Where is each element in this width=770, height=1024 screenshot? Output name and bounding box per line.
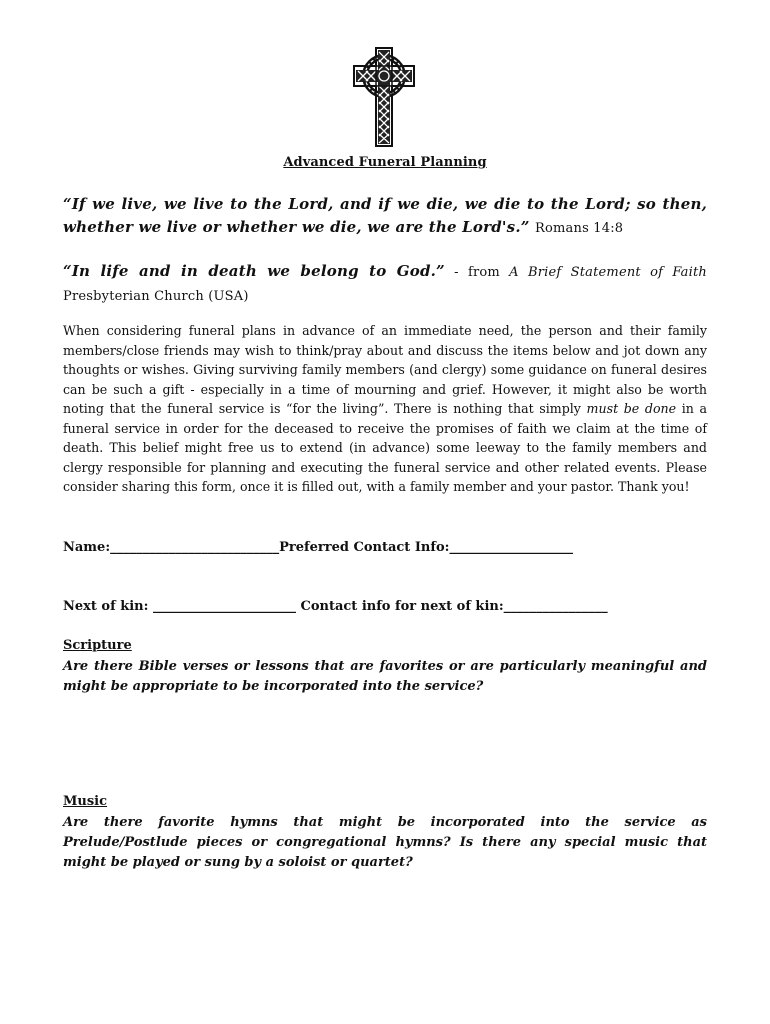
kin-contact-label: Contact info for next of kin:	[295, 599, 504, 614]
music-heading: Music	[63, 794, 108, 809]
music-question: Are there favorite hymns that might be incorporated into the service as Prelude/Postlude pieces or congregational hymns? Is there any special music that might be played or sung by a soloist or quartet?	[63, 815, 707, 870]
name-field[interactable]: __________________________	[110, 540, 280, 555]
page-title: Advanced Funeral Planning	[283, 155, 487, 170]
intro-text-1: When considering funeral plans in advance of an immediate need, the person and their family members/close friends may wish to think/pray about and discuss the items below and jot down any thoughts or wishes. Giving surviving family members (and clergy) some guidance on funeral desires can be such a gift - especially in a time of mourning and grief. However, it might also be worth noting that the funeral service is “for the living”. There is nothing that simply	[63, 323, 707, 416]
quote-from: - from	[444, 265, 510, 280]
quote-source: Presbyterian Church (USA)	[63, 289, 249, 304]
kin-label: Next of kin:	[63, 599, 153, 614]
quote-text: “In life and in death we belong to God.”	[63, 262, 445, 280]
name-contact-row	[63, 540, 713, 555]
quote-book-title: A Brief Statement of Faith	[509, 265, 707, 280]
intro-text-2: in a funeral service in order for the deceased to receive the promises of faith we claim at the time of death. This belief might free us to extend (in advance) some leeway to the family members and clergy responsible for planning and executing the funeral service and other related events. Please consider sharing this form, once it is filled out, with a family member and your pastor. Thank you!	[63, 401, 708, 494]
faith-quote	[63, 260, 707, 308]
intro-paragraph	[63, 321, 707, 497]
kin-field[interactable]: ______________________	[152, 599, 296, 614]
scripture-question: Are there Bible verses or lessons that are favorites or are particularly meaningful and might be appropriate to be incorporated into the service?	[63, 659, 707, 694]
quote-reference: Romans 14:8	[535, 221, 624, 236]
intro-emphasis: must be done	[586, 401, 677, 416]
contact-field[interactable]: ___________________	[449, 540, 573, 555]
kin-row	[63, 599, 713, 614]
kin-contact-field[interactable]: ________________	[503, 599, 608, 614]
celtic-cross-icon	[352, 46, 416, 150]
scripture-heading: Scripture	[63, 638, 132, 653]
scripture-quote	[63, 193, 707, 240]
name-label: Name:	[63, 540, 111, 555]
contact-label: Preferred Contact Info:	[279, 540, 450, 555]
quote-text: “If we live, we live to the Lord, and if we die, we die to the Lord; so then, whether we live or whether we die, we are the Lord's.”	[63, 195, 707, 236]
